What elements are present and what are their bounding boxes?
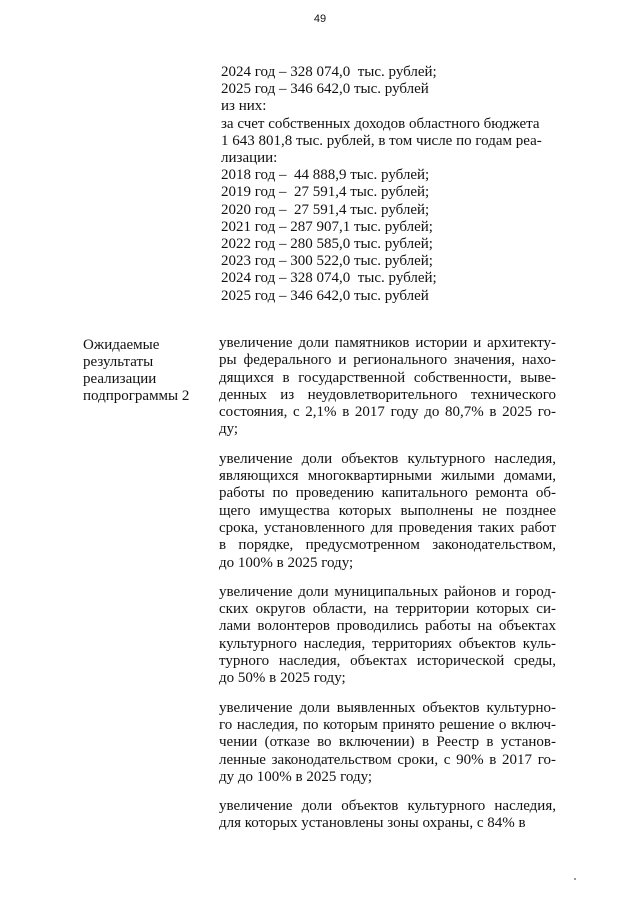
budget-year-line: 2023 год – 300 522,0 тыс. рублей;: [221, 253, 433, 270]
result-line: до 100% в 2025 году;: [219, 554, 354, 571]
budget-line: 2025 год – 346 642,0 тыс. рублей: [221, 81, 429, 98]
result-line: срока, установленного для проведения таких работ: [219, 519, 556, 536]
section-label-line: результаты: [83, 354, 154, 370]
budget-year-line: 2019 год – 27 591,4 тыс. рублей;: [221, 184, 430, 201]
budget-year-line: 2022 год – 280 585,0 тыс. рублей;: [221, 236, 433, 253]
page-number: 49: [313, 13, 327, 25]
result-line: в порядке, предусмотренном законодательством,: [219, 537, 556, 554]
result-line: культурного наследия, территориях объектов куль-: [219, 635, 556, 652]
result-paragraph: [219, 335, 556, 439]
budget-line: 2024 год – 328 074,0 тыс. рублей;: [221, 64, 437, 80]
budget-breakdown: [221, 64, 551, 305]
result-line: го наследия, по которым принято решение о включ-: [219, 716, 556, 733]
budget-line: лизации:: [221, 150, 278, 167]
expected-results-list: [219, 335, 556, 845]
result-line: увеличение доли объектов культурного наследия,: [219, 450, 556, 467]
result-line: чении (отказе во включении) в Реестр в установ-: [219, 734, 556, 751]
result-line: щего имущества которых выполнены не позднее: [219, 502, 556, 519]
budget-year-line: 2024 год – 328 074,0 тыс. рублей;: [221, 270, 437, 287]
result-line: увеличение доли памятников истории и архитекту-: [219, 335, 556, 351]
result-line: лами волонтеров проводились работы на объектах: [219, 618, 556, 635]
budget-year-line: 2018 год – 44 888,9 тыс. рублей;: [221, 167, 430, 184]
result-line: увеличение доли муниципальных районов и город-: [219, 583, 556, 600]
result-paragraph: [219, 451, 556, 572]
budget-line: из них:: [221, 98, 267, 115]
result-line: денных из неудовлетворительного технического: [219, 386, 556, 403]
result-line: турного наследия, объектах исторической среды,: [219, 653, 556, 670]
result-line: ских округов области, на территории которых си-: [219, 601, 556, 618]
budget-year-line: 2021 год – 287 907,1 тыс. рублей;: [221, 218, 433, 235]
section-label-line: реализации: [83, 371, 157, 387]
budget-year-line: 2020 год – 27 591,4 тыс. рублей;: [221, 201, 430, 218]
budget-year-line: 2025 год – 346 642,0 тыс. рублей: [221, 287, 429, 304]
section-label-line: Ожидаемые: [83, 337, 160, 353]
budget-line: 1 643 801,8 тыс. рублей, в том числе по годам реа-: [221, 132, 542, 149]
result-line: ленные законодательством сроки, с 90% в 2017 го-: [219, 751, 556, 768]
result-line: являющихся многоквартирными жилыми домами,: [219, 468, 556, 485]
result-line: увеличение доли выявленных объектов культурно-: [219, 699, 556, 716]
result-line: ры федерального и регионального значения, нахо-: [219, 352, 556, 369]
result-line: для которых установлены зоны охраны, с 84% в: [219, 815, 526, 832]
result-line: увеличение доли объектов культурного наследия,: [219, 798, 556, 815]
result-line: до 50% в 2025 году;: [219, 670, 346, 687]
section-label-expected-results: [83, 337, 203, 405]
result-line: ду;: [219, 421, 239, 438]
result-line: работы по проведению капитального ремонта об-: [219, 485, 556, 502]
result-line: состояния, с 2,1% в 2017 году до 80,7% в 2025 го-: [219, 404, 556, 421]
section-label-line: подпрограммы 2: [83, 388, 190, 404]
result-line: ду до 100% в 2025 году;: [219, 768, 373, 785]
scan-speck: [574, 878, 576, 880]
result-paragraph: [219, 700, 556, 786]
result-paragraph: [219, 798, 556, 833]
budget-line: за счет собственных доходов областного бюджета: [221, 115, 540, 132]
result-line: дящихся в государственной собственности, выве-: [219, 369, 556, 386]
result-paragraph: [219, 584, 556, 688]
